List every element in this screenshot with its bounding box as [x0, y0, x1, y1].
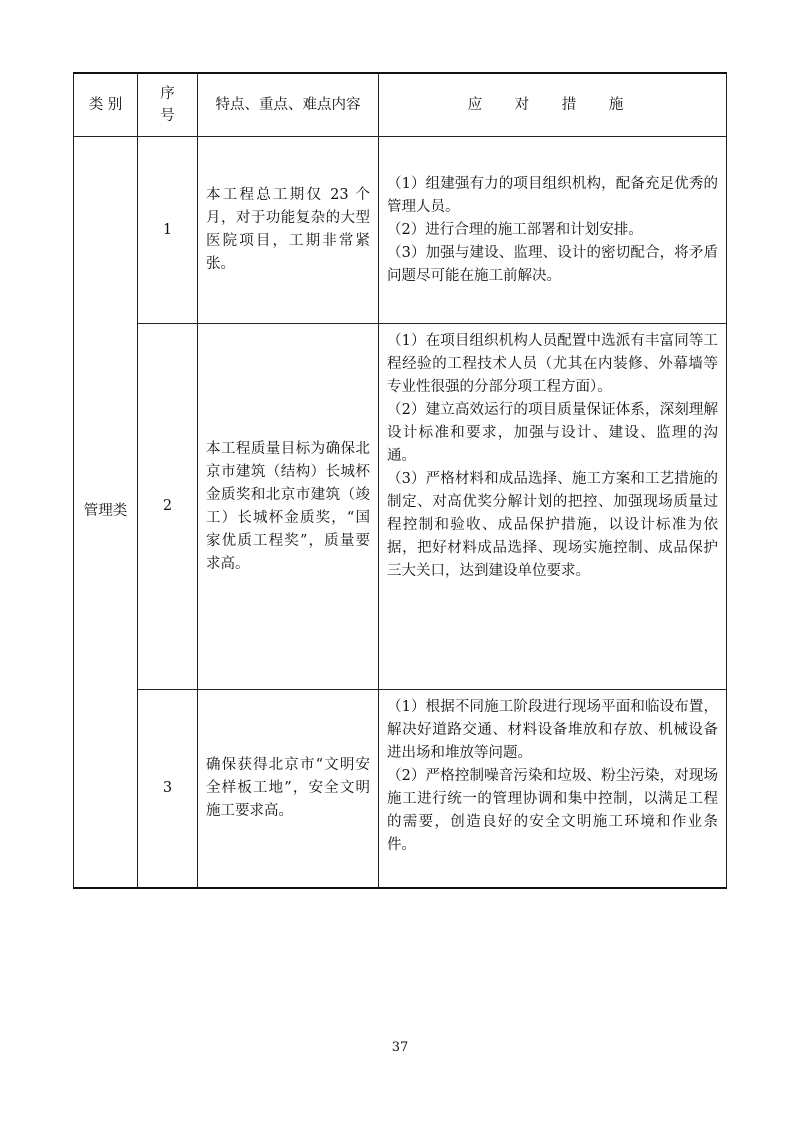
header-category: 类 别 [74, 73, 138, 137]
measure-item: （1）在项目组织机构人员配置中选派有丰富同等工程经验的工程技术人员（尤其在内装修、外幕墙等专业性很强的分部分项工程方面）。 [387, 333, 718, 395]
feature-text: 本工程质量目标为确保北京市建筑（结构）长城杯金质奖和北京市建筑（竣工）长城杯金质奖，“国家优质工程奖”，质量要求高。 [198, 324, 379, 690]
measure-item: （2）严格控制噪音污染和垃圾、粉尘污染，对现场施工进行统一的管理协调和集中控制，以满足工程的需要，创造良好的安全文明施工环境和作业条件。 [387, 768, 718, 853]
measure-item: （1）根据不同施工阶段进行现场平面和临设布置，解决好道路交通、材料设备堆放和存放、机械设备进出场和堆放等问题。 [387, 699, 718, 761]
measures-table [73, 72, 727, 889]
header-measures: 应 对 措 施 [379, 73, 727, 137]
header-features: 特点、重点、难点内容 [198, 73, 379, 137]
feature-text: 确保获得北京市“文明安全样板工地”，安全文明施工要求高。 [198, 690, 379, 888]
measures-text [379, 324, 727, 690]
measure-item: （3）严格材料和成品选择、施工方案和工艺措施的制定、对高优奖分解计划的把控、加强现场质量过程控制和验收、成品保护措施，以设计标准为依据，把好材料成品选择、现场实施控制、成品保护三大关口，达到建设单位要求。 [387, 471, 718, 579]
measures-text [379, 137, 727, 324]
feature-text: 本工程总工期仅 23 个月，对于功能复杂的大型医院项目，工期非常紧张。 [198, 137, 379, 324]
measure-item: （3）加强与建设、监理、设计的密切配合，将矛盾问题尽可能在施工前解决。 [387, 244, 718, 284]
table-row [74, 137, 727, 324]
header-number: 序号 [138, 73, 198, 137]
measure-item: （1）组建强有力的项目组织机构，配备充足优秀的管理人员。 [387, 175, 718, 215]
category-cell: 管理类 [74, 137, 138, 888]
row-number: 3 [138, 690, 198, 888]
row-number: 1 [138, 137, 198, 324]
measures-text [379, 690, 727, 888]
row-number: 2 [138, 324, 198, 690]
table-row [74, 324, 727, 690]
measure-item: （2）建立高效运行的项目质量保证体系，深刻理解设计标准和要求，加强与设计、建设、监理的沟通。 [387, 402, 718, 464]
table-row [74, 690, 727, 888]
page-number: 37 [391, 1040, 409, 1055]
table-header-row [74, 73, 727, 137]
measure-item: （2）进行合理的施工部署和计划安排。 [387, 221, 643, 238]
